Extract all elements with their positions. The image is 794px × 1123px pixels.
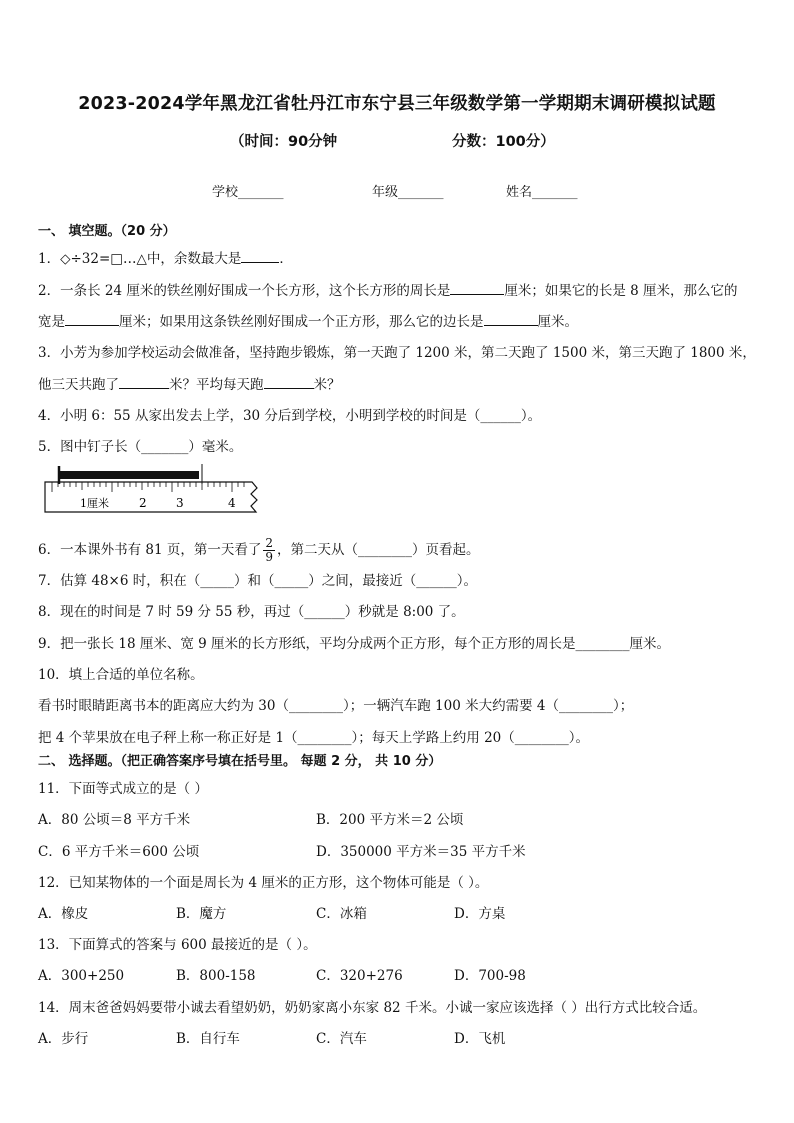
q2-blank-3	[484, 313, 538, 326]
q6-fraction	[263, 537, 275, 564]
school-field: 学校_______	[212, 185, 284, 200]
question-4: 4．小明 6：55 从家出发去上学，30 分后到学校，小明到学校的时间是（______）。	[38, 408, 542, 424]
q2-text-d: 厘米；如果用这条铁丝刚好围成一个正方形，那么它的边长是	[119, 314, 484, 330]
exam-time: （时间：90分钟	[230, 134, 338, 150]
question-13-stem: 13．下面算式的答案与 600 最接近的是（ ）。	[38, 937, 317, 953]
q14-option-d: D．飞机	[454, 1031, 506, 1047]
question-2-line-1	[38, 282, 738, 299]
q2-text-b: 厘米；如果它的长是 8 厘米，那么它的	[504, 283, 738, 299]
exam-score: 分数：100分）	[452, 134, 555, 150]
q12-option-a: A．橡皮	[38, 906, 89, 922]
question-3-line-1: 3．小芳为参加学校运动会做准备，坚持跑步锻炼，第一天跑了 1200 米，第二天跑了 1500 米，第三天跑了 1800 米，	[38, 345, 756, 361]
question-1	[38, 250, 293, 267]
q14-option-a: A．步行	[38, 1031, 89, 1047]
question-9: 9．把一张长 18 厘米、宽 9 厘米的长方形纸，平均分成两个正方形，每个正方形的周长是________厘米。	[38, 636, 671, 652]
q14-option-c: C．汽车	[316, 1031, 367, 1047]
question-2-line-2	[38, 313, 578, 330]
q6-text-pre: 6．一本课外书有 81 页，第一天看了	[38, 542, 262, 558]
question-11-stem: 11．下面等式成立的是（ ）	[38, 781, 208, 797]
q2-text-c: 宽是	[38, 314, 65, 330]
q11-option-b: B．200 平方米＝2 公顷	[316, 812, 464, 828]
ruler-label-1: 1厘米	[80, 497, 109, 510]
question-7: 7．估算 48×6 时，积在（_____）和（_____）之间，最接近（______）。	[38, 573, 477, 589]
question-14-stem: 14．周末爸爸妈妈要带小诚去看望奶奶，奶奶家离小东家 82 千米。小诚一家应该选择（ ）出行方式比较合适。	[38, 1000, 707, 1016]
q6-numerator: 2	[265, 536, 273, 550]
q13-option-d: D．700-98	[454, 968, 526, 984]
q2-blank-1	[450, 282, 504, 295]
q3-text-b: 米？平均每天跑	[169, 377, 264, 393]
q2-blank-2	[65, 313, 119, 326]
q3-blank-1	[119, 376, 169, 389]
q1-text: 1．◇÷32=□…△中，余数最大是	[38, 251, 242, 267]
q3-text-a: 他三天共跑了	[38, 377, 119, 393]
q6-text-post: ，第二天从（________）页看起。	[277, 542, 480, 558]
q14-option-b: B．自行车	[176, 1031, 240, 1047]
ruler-label-4: 4	[228, 496, 236, 510]
q11-option-d: D．350000 平方米＝35 平方千米	[316, 844, 526, 860]
grade-field: 年级_______	[372, 185, 444, 200]
question-12-stem: 12．已知某物体的一个面是周长为 4 厘米的正方形，这个物体可能是（ ）。	[38, 875, 489, 891]
q11-option-c: C．6 平方千米＝600 公顷	[38, 844, 200, 860]
name-field: 姓名_______	[506, 185, 578, 200]
question-8: 8．现在的时间是 7 时 59 分 55 秒，再过（______）秒就是 8:00 了。	[38, 604, 465, 620]
question-3-line-2	[38, 376, 341, 393]
question-10-line-1: 看书时眼睛距离书本的距离应大约为 30（________）；一辆汽车跑 100 米大约需要 4（________）；	[38, 698, 634, 714]
q13-option-c: C．320+276	[316, 968, 403, 984]
q1-end: ．	[279, 251, 293, 267]
question-5: 5．图中钉子长（_______）毫米。	[38, 439, 243, 455]
q2-text-a: 2．一条长 24 厘米的铁丝刚好围成一个长方形，这个长方形的周长是	[38, 283, 451, 299]
ruler-label-3: 3	[176, 496, 184, 510]
q12-option-c: C．冰箱	[316, 906, 367, 922]
ruler-label-2: 2	[139, 496, 147, 510]
ruler-with-nail-figure	[42, 462, 260, 520]
q3-blank-2	[264, 376, 314, 389]
q13-option-a: A．300+250	[38, 968, 125, 984]
q12-option-d: D．方桌	[454, 906, 506, 922]
section-fill-in-heading: 一、 填空题。（20 分）	[38, 224, 176, 239]
q13-option-b: B．800-158	[176, 968, 256, 984]
q1-blank	[241, 250, 279, 263]
question-10-intro: 10．填上合适的单位名称。	[38, 667, 204, 683]
q3-text-c: 米？	[313, 377, 341, 393]
question-6	[38, 537, 480, 564]
q2-text-e: 厘米。	[537, 314, 578, 330]
question-10-line-2: 把 4 个苹果放在电子秤上称一称正好是 1（________）；每天上学路上约用 20（________）。	[38, 730, 590, 746]
ruler-body	[45, 482, 257, 512]
exam-title: 2023-2024学年黑龙江省牡丹江市东宁县三年级数学第一学期期末调研模拟试题	[78, 94, 716, 114]
q11-option-a: A．80 公顷＝8 平方千米	[38, 812, 191, 828]
q6-denominator: 9	[265, 550, 273, 564]
nail-shaft	[59, 471, 199, 479]
section-choice-heading: 二、 选择题。（把正确答案序号填在括号里。 每题 2 分， 共 10 分）	[38, 754, 442, 769]
q12-option-b: B．魔方	[176, 906, 227, 922]
